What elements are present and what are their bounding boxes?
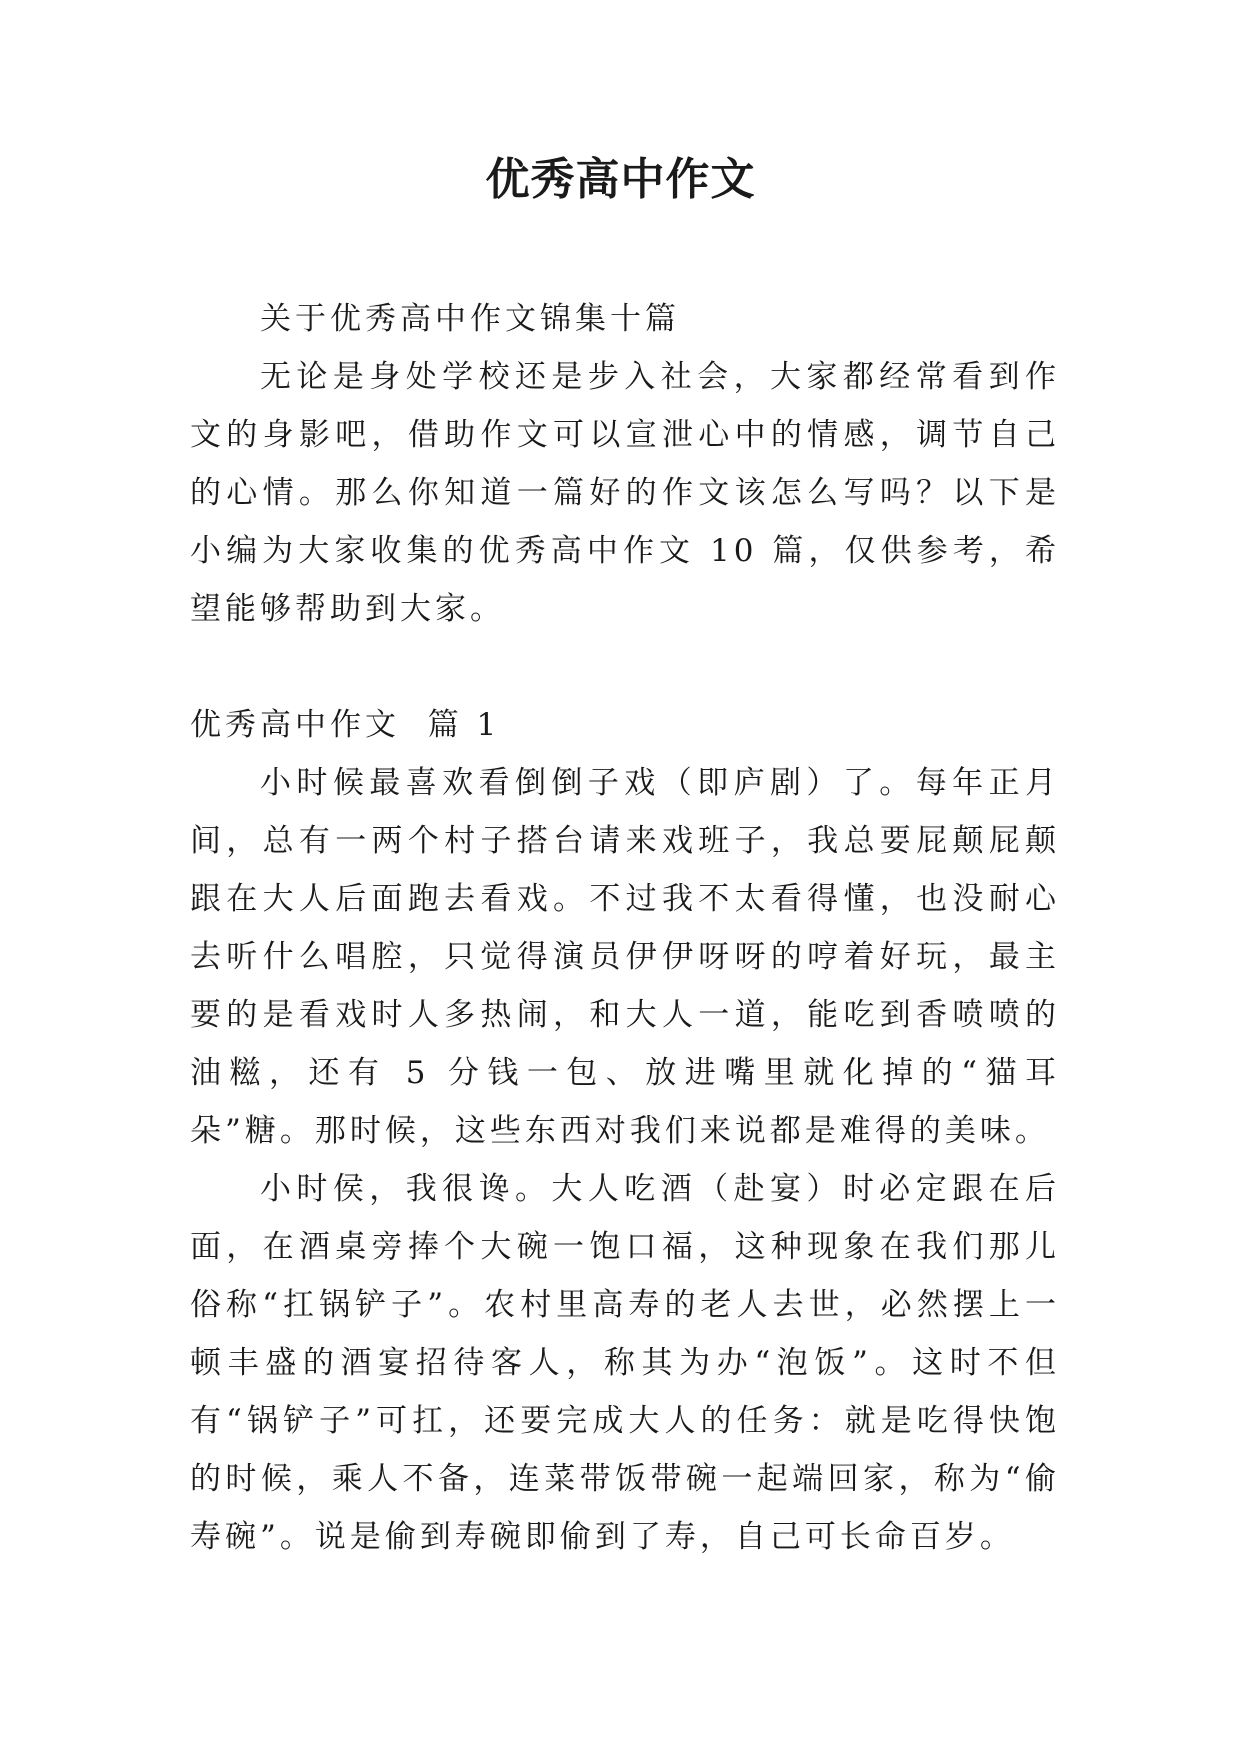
document-title: 优秀高中作文 <box>485 154 756 205</box>
subtitle-line: 关于优秀高中作文锦集十篇 <box>260 301 680 337</box>
body-paragraph: 小时侯，我很谗。大人吃酒（赴宴）时必定跟在后面，在酒桌旁捧个大碗一饱口福，这种现象在我们那儿俗称“扛锅铲子”。农村里高寿的老人去世，必然摆上一顿丰盛的酒宴招待客人，称其为办“泡饭”。这时不但有“锅铲子”可扛，还要完成大人的任务：就是吃得快饱的时候，乘人不备，连菜带饭带碗一起端回家，称为“偷寿碗”。说是偷到寿碗即偷到了寿，自己可长命百岁。 <box>190 1171 1060 1555</box>
document-body <box>190 290 1060 1566</box>
body-paragraph: 小时候最喜欢看倒倒子戏（即庐剧）了。每年正月间，总有一两个村子搭台请来戏班子，我总要屁颠屁颠跟在大人后面跑去看戏。不过我不太看得懂，也没耐心去听什么唱腔，只觉得演员伊伊呀呀的哼着好玩，最主要的是看戏时人多热闹，和大人一道，能吃到香喷喷的油糍，还有 5 分钱一包、放进嘴里就化掉的“猫耳朵”糖。那时候，这些东西对我们来说都是难得的美味。 <box>190 765 1060 1149</box>
section-heading: 优秀高中作文 篇 1 <box>190 707 501 743</box>
intro-paragraph: 无论是身处学校还是步入社会，大家都经常看到作文的身影吧，借助作文可以宣泄心中的情感，调节自己的心情。那么你知道一篇好的作文该怎么写吗？以下是小编为大家收集的优秀高中作文 10 篇，仅供参考，希望能够帮助到大家。 <box>190 359 1060 627</box>
